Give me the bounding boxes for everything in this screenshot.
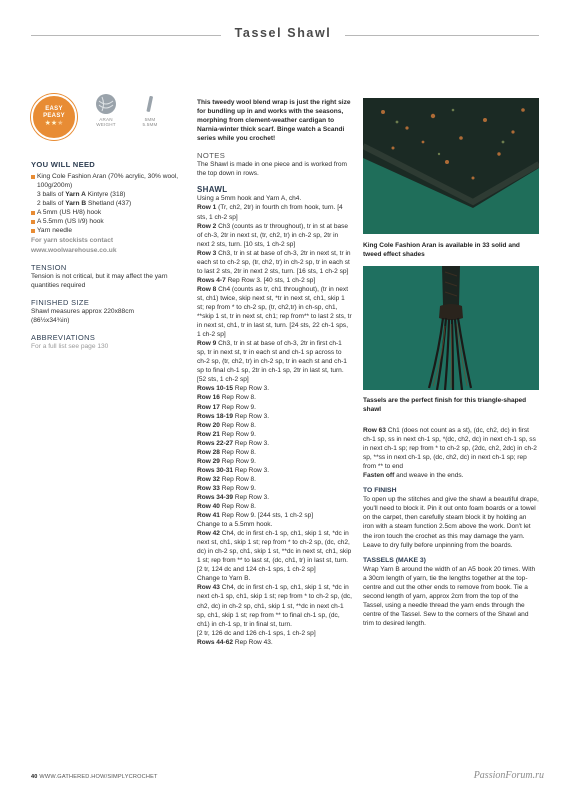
shawl-texture-photo <box>363 98 539 234</box>
row-instruction: Row 16 Rep Row 8. <box>197 394 256 402</box>
finished-size-text: Shawl measures approx 220x88cm <box>31 308 134 315</box>
row-instruction: Rows 4-7 Rep Row 3. [40 sts, 1 ch-2 sp] <box>197 276 316 284</box>
tassels-heading: TASSELS (MAKE 3) <box>363 556 426 564</box>
row-instruction: Rows 10-15 Rep Row 3. <box>197 385 270 393</box>
tension-heading: TENSION <box>31 263 67 272</box>
hook-size-label: 5MM 5.5MM <box>142 117 158 128</box>
skill-row <box>31 94 181 150</box>
material-subitem: 3 balls of Yarn A Kintyre (318) <box>37 191 126 198</box>
badge-line-1: EASY <box>45 106 63 112</box>
row-instruction: Row 41 Rep Row 9. [244 sts, 1 ch-2 sp] <box>197 512 314 520</box>
material-item: King Cole Fashion Aran (70% acrylic, 30% wool, 100g/200m) <box>31 172 181 190</box>
row-instruction: Row 63 Ch1 (does not count as a st), (dc, ch2, dc) in first ch-1 sp, ss in next ch-1 sp, *(dc, ch2, dc) in next ch-1 sp, ss in next ch-1 sp; rep from * to ch-2 sp, (2dc, ch2, 2dc) in ch-2 sp, **ss in next ch-1 sp, (dc, ch2, dc) in next ch-1 sp; rep from ** to end <box>363 427 537 471</box>
you-will-need-heading: YOU WILL NEED <box>31 160 96 169</box>
row-instruction: Row 32 Rep Row 8. <box>197 475 256 483</box>
tension-text: Tension is not critical, but it may affect the yarn quantities required <box>31 273 168 289</box>
fasten-off-text: Fasten off and weave in the ends. <box>363 472 464 480</box>
row-stitch-count: [2 tr, 126 dc and 126 ch-1 sps, 1 ch-2 sp] <box>197 629 316 637</box>
row-instruction: Row 3 Ch3, tr in st at base of ch-3, 2tr in next st, tr in each st to ch-2 sp, (tr, ch2, tr) in ch-2 sp, tr in each st to last 2 sts, 2tr in next 2 sts, turn. [16 sts, 1 ch-2 sp] <box>197 249 351 275</box>
row-instruction: Row 43 Ch4, dc in first ch-1 sp, ch1, skip 1 st, *dc in next ch-1 sp, ch1, skip 1 st; rep from * to ch-2 sp, (dc, ch2, dc) in ch-2 sp, ch1, skip 1 st, **dc in next ch-1 sp, ch1, skip 1 st; rep from ** to final ch-1 sp, (dc, ch1) in ch-1 sp, tr in final st, turn. <box>197 584 353 628</box>
shawl-start: Using a 5mm hook and Yarn A, ch4. <box>197 195 302 203</box>
abbreviations-heading: ABBREVIATIONS <box>31 333 96 342</box>
page-footer <box>31 774 158 780</box>
difficulty-badge <box>31 94 77 140</box>
row-instruction: Row 20 Rep Row 8. <box>197 421 256 429</box>
row-instruction: Row 8 Ch4 (counts as tr, ch1 throughout), (tr in next st, ch1) twice, skip next st, *tr in next st, ch1, skip 1 st; rep from * to ch-2 sp, (tr, ch2,tr) in ch-sp, ch1, **skip 1 st, tr in next st, ch1; rep from** to last 2 sts, tr in next st, ch1, tr in last st, turn. [24 sts, 22 ch-1 sps, 1 ch-2 sp] <box>197 285 352 339</box>
row-instruction: Rows 34-39 Rep Row 3. <box>197 493 270 501</box>
notes-heading: NOTES <box>197 151 226 161</box>
shawl-heading: SHAWL <box>197 185 228 195</box>
row-instruction: Row 21 Rep Row 9. <box>197 430 256 438</box>
row-instruction: Rows 44-62 Rep Row 43. <box>197 638 273 646</box>
row-instruction: Row 29 Rep Row 9. <box>197 457 256 465</box>
yarn-ball-icon <box>96 94 116 114</box>
material-item: Yarn needle <box>31 226 181 235</box>
tassel-photo <box>363 266 539 390</box>
row-instruction: Row 40 Rep Row 8. <box>197 503 256 511</box>
page-number: 40 <box>31 774 38 780</box>
page-title: Tassel Shawl <box>0 26 566 40</box>
row-instruction: Row 42 Ch4, dc in first ch-1 sp, ch1, skip 1 st, *dc in next st, ch1, skip 1 st; rep from * to ch-2 sp, (dc, ch2, dc) in ch-2 sp, ch1, skip 1 st, **dc in next st, ch1, skip 1 st; rep from ** to last st, (dc, ch1, tr) in last st, turn. <box>197 530 352 565</box>
yarn-weight-spec <box>91 94 121 127</box>
row-instruction: Row 2 Ch3 (counts as tr throughout), tr in st at base of ch-3, 2tr in next st, (tr, ch2, tr) in ch-2 sp, 2tr in next 2 sts, turn. [10 sts, 1 ch-2 sp] <box>197 222 349 248</box>
footer-url[interactable]: WWW.GATHERED.HOW/SIMPLYCROCHET <box>39 774 158 780</box>
hook-size-spec <box>135 94 165 127</box>
yarn-weight-label: ARAN WEIGHT <box>96 117 116 128</box>
row-instruction: Row 28 Rep Row 8. <box>197 448 256 456</box>
tassel-caption: Tassels are the perfect finish for this triangle-shaped shawl <box>363 397 527 413</box>
finished-size-imperial: (86½x34¾in) <box>31 317 70 324</box>
row-stitch-count: [2 tr, 124 dc and 124 ch-1 sps, 1 ch-2 sp] <box>197 566 316 574</box>
notes-text: The Shawl is made in one piece and is worked from the top down in rows. <box>197 161 347 178</box>
intro-text: This tweedy wool blend wrap is just the right size for bundling up in and works with the seasons, morphing from clement-weather cardigan to Narnia-winter thick scarf. Binge watch a Scandi series while you crochet! <box>197 99 351 143</box>
change-hook-text: Change to a 5.5mm hook. <box>197 521 273 529</box>
finishing-column <box>363 426 539 628</box>
material-subitem: 2 balls of Yarn B Shetland (437) <box>37 200 132 207</box>
star-rating-icon: ★★★ <box>44 120 64 127</box>
row-instruction: Row 17 Rep Row 9. <box>197 403 256 411</box>
row-instruction: Rows 22-27 Rep Row 3. <box>197 439 270 447</box>
to-finish-heading: TO FINISH <box>363 487 397 495</box>
tassels-text: Wrap Yarn B around the width of an A5 book 20 times. With a 30cm length of yarn, tie the lengths together at the top-centre and cut the other ends to remove from book. Tie a second length of yarn, approx 2cm from the top of the Tassel, using a needle thread the yarn ends through the centre of the Tassel. Sew to the corners of the Shawl and trim to desired length. <box>363 565 536 627</box>
to-finish-text: To open up the stitches and give the shawl a beautiful drape, you'll need to block it. Pin it out onto foam boards or a towel on the carpet, then carefully steam block it by holding an iron with a steam function 2.5cm above the work. Don't let the iron touch the crochet as this may damage the yarn. Leave to dry fully before unpinning from the boards. <box>363 496 539 549</box>
row-instruction: Row 1 (Tr, ch2, 2tr) in fourth ch from hook, turn. [4 sts, 1 ch-2 sp] <box>197 204 343 221</box>
stockists-line: For yarn stockists contact <box>31 237 114 244</box>
materials-list <box>31 172 181 235</box>
row-instruction: Row 33 Rep Row 9. <box>197 484 256 492</box>
row-instruction: Rows 18-19 Rep Row 3. <box>197 412 270 420</box>
change-yarn-text: Change to Yarn B. <box>197 575 251 583</box>
yarn-caption: King Cole Fashion Aran is available in 33 solid and tweed effect shades <box>363 242 520 258</box>
crochet-hook-icon <box>140 94 160 114</box>
sidebar <box>31 94 181 351</box>
finished-size-heading: FINISHED SIZE <box>31 298 90 307</box>
pattern-column <box>197 98 352 647</box>
row-instruction: Rows 30-31 Rep Row 3. <box>197 466 270 474</box>
stockists-link[interactable]: www.woolwarehouse.co.uk <box>31 247 117 254</box>
watermark: PassionForum.ru <box>473 770 544 781</box>
material-item: A 5.5mm (US I/9) hook <box>31 217 181 226</box>
row-instructions <box>197 203 352 520</box>
row-instruction: Row 9 Ch3, tr in st at base of ch-3, 2tr in first ch-1 sp, tr in next st, tr in each st and ch-1 sp across to ch-2 sp, (tr, ch2, tr) in ch-2 sp, tr in each st and ch-1 sp to final ch-1 sp, 2tr in ch-1 sp, 2tr in last st, turn. [52 sts, 1 ch-2 sp] <box>197 340 347 384</box>
badge-line-2: PEASY <box>43 112 65 119</box>
material-item: A 5mm (US H/8) hook <box>31 208 181 217</box>
abbreviations-text: For a full list see page 130 <box>31 343 109 350</box>
